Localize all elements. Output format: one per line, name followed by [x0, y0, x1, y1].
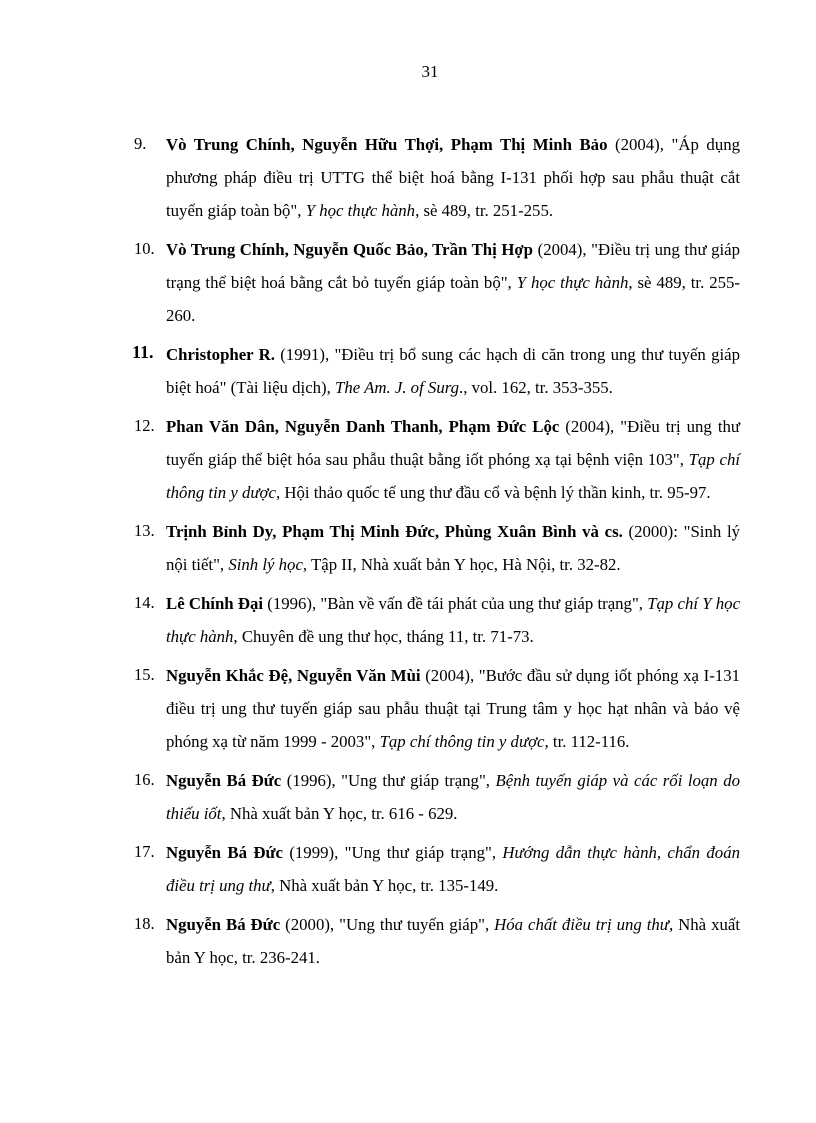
- reference-title: (1996), "Ung thư giáp trạng",: [281, 771, 496, 790]
- reference-title: (2004), "Bước đầu sử dụng iốt phóng xạ I-131 điều trị ung thư tuyến giáp sau phẫu thuật tại Trung tâm y học hạt nhân và bảo vệ phóng xạ từ năm 1999 - 2003",: [166, 666, 740, 751]
- reference-title: (2000), "Ung thư tuyến giáp",: [280, 915, 495, 934]
- reference-text: [166, 659, 740, 758]
- reference-text: [166, 908, 740, 974]
- reference-title: (2004), "Áp dụng phương pháp điều trị UTTG thể biệt hoá bằng I-131 phối hợp sau phẫu thuật cắt tuyến giáp toàn bộ",: [166, 135, 740, 220]
- reference-item: [130, 587, 740, 653]
- reference-list: [130, 128, 740, 980]
- reference-authors: Vò Trung Chính, Nguyễn Hữu Thợi, Phạm Thị Minh Bảo: [166, 135, 608, 154]
- reference-number: 13.: [134, 521, 155, 540]
- reference-tail: , Nhà xuất bản Y học, tr. 616 - 629.: [221, 804, 458, 823]
- reference-number: 12.: [134, 416, 155, 435]
- reference-number: 17.: [134, 842, 155, 861]
- reference-text: [166, 587, 740, 653]
- reference-journal: Hóa chất điều trị ung thư: [494, 915, 669, 934]
- reference-journal: Tạp chí thông tin y dược: [166, 450, 741, 502]
- reference-tail: , Chuyên đề ung thư học, tháng 11, tr. 71-73.: [233, 627, 534, 646]
- reference-journal: Bệnh tuyến giáp và các rối loạn do thiếu iốt: [166, 771, 740, 823]
- reference-authors: Christopher R.: [166, 345, 275, 364]
- reference-title: (1996), "Bàn về vấn đề tái phát của ung thư giáp trạng",: [263, 594, 648, 613]
- reference-text: [166, 836, 740, 902]
- reference-journal: Tạp chí Y học thực hành: [166, 594, 741, 646]
- reference-tail: , Tập II, Nhà xuất bản Y học, Hà Nội, tr. 32-82.: [302, 555, 621, 574]
- reference-tail: , Nhà xuất bản Y học, tr. 236-241.: [166, 915, 740, 967]
- reference-journal: Sinh lý học: [228, 555, 303, 574]
- reference-authors: Nguyễn Bá Đức: [166, 915, 281, 934]
- reference-text: [166, 338, 740, 404]
- reference-tail: , sè 489, tr. 251-255.: [415, 201, 554, 220]
- reference-item: [130, 659, 740, 758]
- reference-tail: , Hội thảo quốc tế ung thư đầu cổ và bệnh lý thần kinh, tr. 95-97.: [275, 483, 711, 502]
- reference-text: [166, 233, 740, 332]
- reference-journal: Tạp chí thông tin y dược: [379, 732, 545, 751]
- reference-authors: Lê Chính Đại: [166, 594, 264, 613]
- reference-title: (1991), "Điều trị bổ sung các hạch di căn trong ung thư tuyến giáp biệt hoá" (Tài liệu dịch),: [166, 345, 740, 397]
- reference-title: (1999), "Ung thư giáp trạng",: [282, 843, 503, 862]
- reference-title: (2000): "Sinh lý nội tiết",: [166, 522, 740, 574]
- reference-number: 14.: [134, 593, 155, 612]
- reference-item: [130, 410, 740, 509]
- reference-number: 16.: [134, 770, 155, 789]
- reference-authors: Nguyễn Khắc Đệ, Nguyễn Văn Mùi: [166, 666, 421, 685]
- reference-authors: Trịnh Bỉnh Dy, Phạm Thị Minh Đức, Phùng Xuân Bình và cs.: [166, 522, 623, 541]
- reference-journal: Y học thực hành: [305, 201, 416, 220]
- reference-tail: , tr. 112-116.: [544, 732, 630, 751]
- reference-journal: Hướng dẫn thực hành, chẩn đoán điều trị ung thư: [166, 843, 740, 895]
- reference-text: [166, 410, 740, 509]
- reference-number: 11.: [132, 342, 154, 362]
- reference-item: [130, 515, 740, 581]
- reference-item: [130, 128, 740, 227]
- reference-tail: ., vol. 162, tr. 353-355.: [459, 378, 613, 397]
- reference-authors: Vò Trung Chính, Nguyễn Quốc Bảo, Trần Thị Hợp: [166, 240, 534, 259]
- reference-number: 9.: [134, 134, 147, 153]
- reference-number: 18.: [134, 914, 155, 933]
- reference-journal: Y học thực hành: [516, 273, 629, 292]
- reference-journal: The Am. J. of Surg: [335, 378, 460, 397]
- reference-authors: Nguyễn Bá Đức: [166, 771, 282, 790]
- reference-number: 15.: [134, 665, 155, 684]
- reference-text: [166, 128, 740, 227]
- reference-item: [130, 908, 740, 974]
- reference-item: [130, 764, 740, 830]
- reference-item: [130, 836, 740, 902]
- page-number: 31: [421, 62, 439, 81]
- reference-text: [166, 764, 740, 830]
- reference-authors: Phan Văn Dân, Nguyễn Danh Thanh, Phạm Đức Lộc: [166, 417, 560, 436]
- reference-tail: , sè 489, tr. 255-260.: [166, 273, 740, 325]
- reference-text: [166, 515, 740, 581]
- reference-item: [130, 338, 740, 404]
- reference-title: (2004), "Điều trị ung thư giáp trạng thể biệt hoá bằng cắt bỏ tuyến giáp toàn bộ",: [166, 240, 741, 292]
- reference-authors: Nguyễn Bá Đức: [166, 843, 283, 862]
- reference-tail: , Nhà xuất bản Y học, tr. 135-149.: [270, 876, 499, 895]
- reference-number: 10.: [134, 239, 155, 258]
- reference-title: (2004), "Điều trị ung thư tuyến giáp thể biệt hóa sau phẫu thuật bằng iốt phóng xạ tại bệnh viện 103",: [166, 417, 740, 469]
- reference-item: [130, 233, 740, 332]
